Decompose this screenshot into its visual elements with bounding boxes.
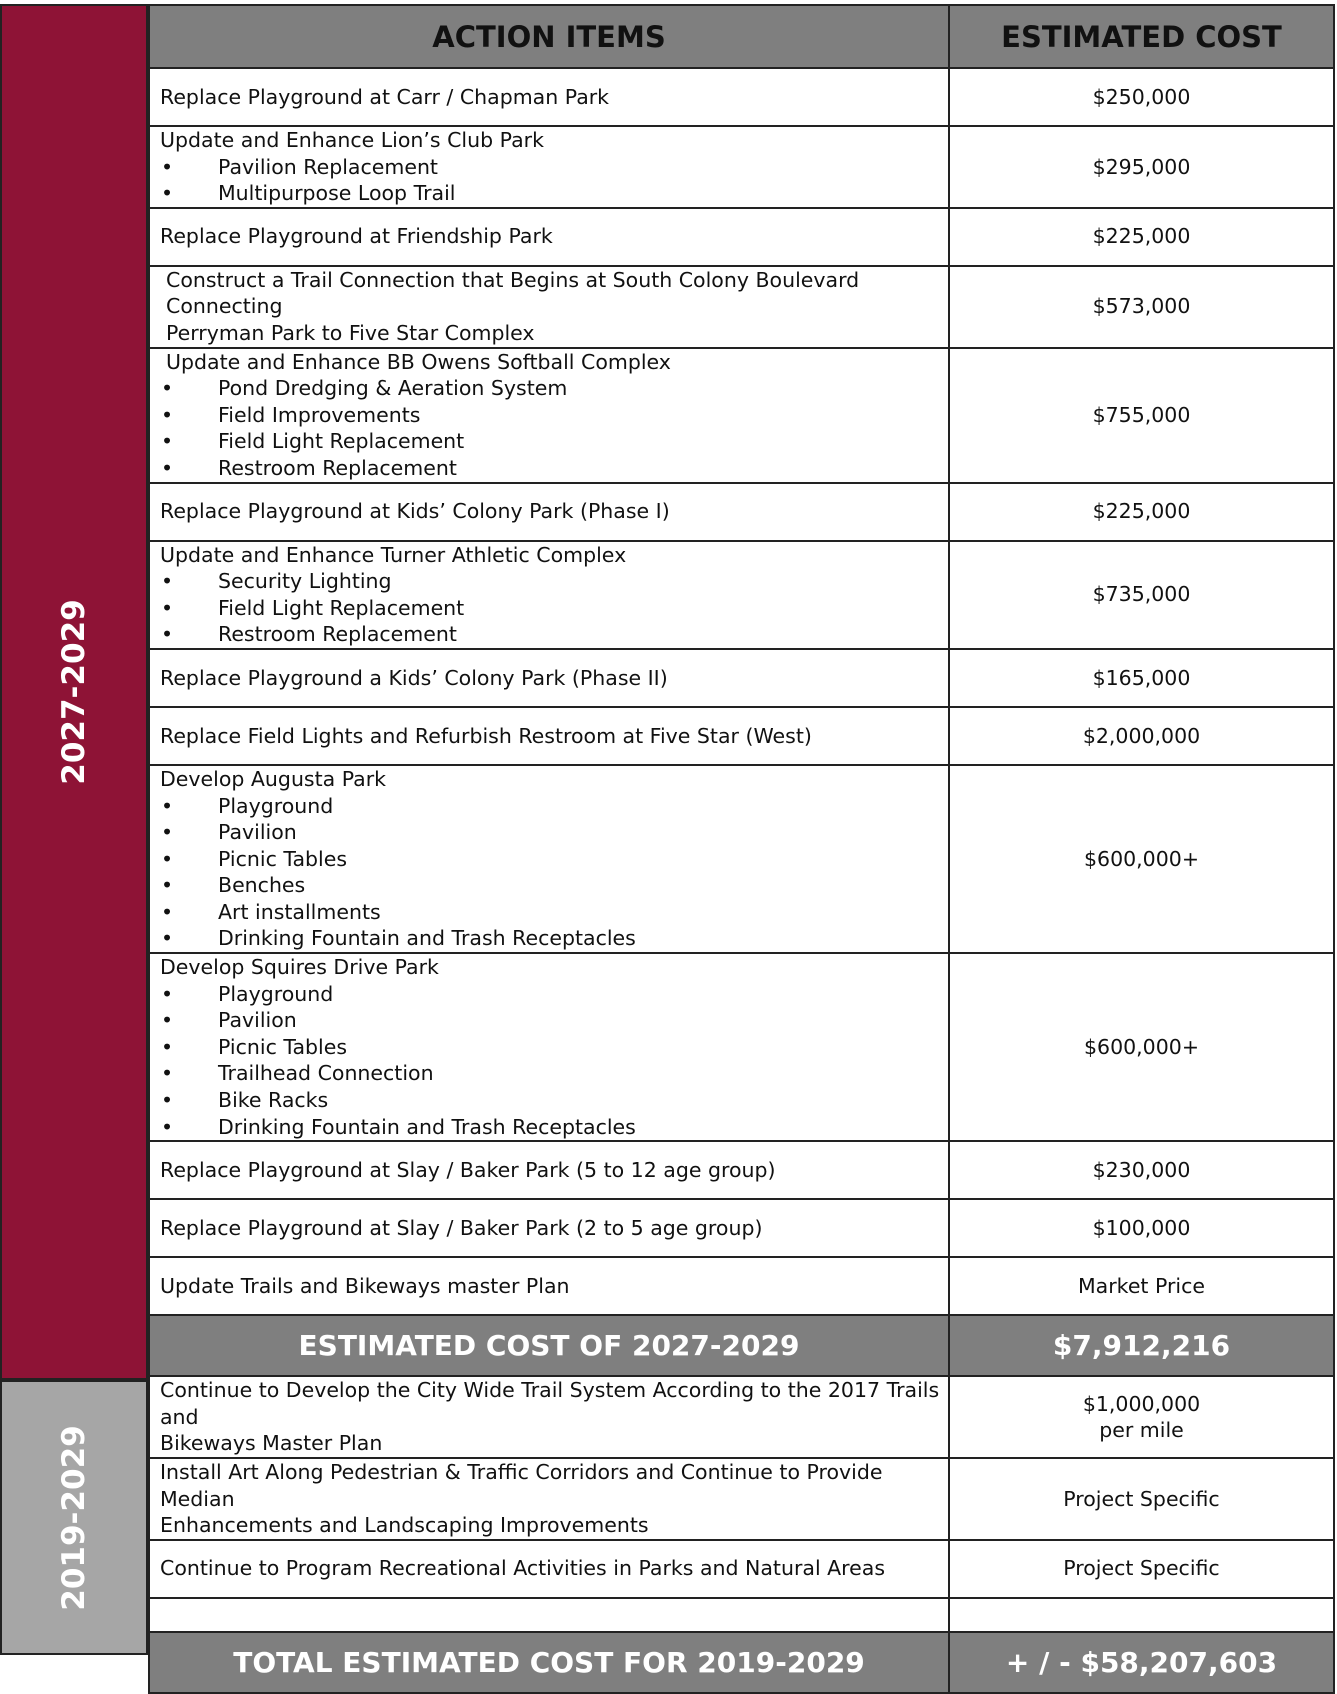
bullet-icon: •	[161, 569, 174, 594]
bullet-icon: •	[161, 846, 174, 871]
table-row	[149, 1598, 1334, 1632]
table-row	[149, 348, 1334, 483]
period-band-2019-2029	[0, 1380, 148, 1655]
bullet-text: Picnic Tables	[218, 846, 348, 871]
table-row	[149, 953, 1334, 1141]
total-label: TOTAL ESTIMATED COST FOR 2019-2029	[149, 1632, 949, 1693]
bullet-text: Pond Dredging & Aeration System	[218, 376, 568, 401]
estimated-cost-value: Project Specific	[1063, 1486, 1220, 1511]
action-item-title: Replace Playground a Kids’ Colony Park (Phase II)	[160, 665, 668, 690]
estimated-cost-cell: $165,000	[949, 649, 1334, 707]
bullet-icon: •	[161, 1034, 174, 1059]
bullet-icon: •	[161, 793, 174, 818]
action-item-cell	[149, 765, 949, 953]
estimated-cost-value: Project Specific	[1063, 1556, 1220, 1581]
bullet-icon: •	[161, 181, 174, 206]
action-item-title: Replace Playground at Friendship Park	[160, 224, 553, 249]
action-item-title: Replace Field Lights and Refurbish Restroom at Five Star (West)	[160, 723, 812, 748]
bullet-text: Field Light Replacement	[218, 595, 465, 620]
action-item-title: Update and Enhance Lion’s Club Park	[160, 128, 544, 152]
bullet-text: Drinking Fountain and Trash Receptacles	[218, 1114, 636, 1139]
bullet-icon: •	[161, 926, 174, 951]
period-label-2027-2029: 2027-2029	[56, 599, 92, 785]
table-row	[149, 541, 1334, 649]
action-item-title: Construct a Trail Connection that Begins at South Colony Boulevard Connecting	[166, 267, 860, 319]
bullet-item	[160, 1007, 942, 1034]
action-item-title: Install Art Along Pedestrian & Traffic Corridors and Continue to Provide Median	[160, 1460, 883, 1511]
bullet-text: Picnic Tables	[218, 1034, 348, 1059]
total-value: + / - $58,207,603	[949, 1632, 1334, 1693]
bullet-icon: •	[161, 455, 174, 480]
action-item-cell	[149, 1376, 949, 1458]
table-row	[149, 208, 1334, 266]
table-row	[149, 126, 1334, 208]
estimated-cost-cell: $755,000	[949, 348, 1334, 483]
action-item-cell	[149, 126, 949, 208]
bullet-icon: •	[161, 820, 174, 845]
action-item-cell	[149, 649, 949, 707]
bullet-item	[160, 154, 942, 181]
action-item-title: Develop Squires Drive Park	[160, 955, 439, 980]
subtotal-label: ESTIMATED COST OF 2027-2029	[149, 1315, 949, 1376]
bullet-icon: •	[161, 899, 174, 924]
estimated-cost-cell: Market Price	[949, 1257, 1334, 1315]
bullet-item	[160, 925, 942, 952]
bullet-text: Drinking Fountain and Trash Receptacles	[218, 926, 636, 951]
table-row	[149, 765, 1334, 953]
action-item-title: Replace Playground at Kids’ Colony Park (Phase I)	[160, 499, 670, 524]
action-item-cell	[149, 1458, 949, 1540]
subtotal-value: $7,912,216	[949, 1315, 1334, 1376]
action-item-title: Update and Enhance BB Owens Softball Complex	[166, 349, 671, 374]
table-header-row	[149, 5, 1334, 68]
total-row	[149, 1632, 1334, 1693]
bullet-item	[160, 402, 942, 429]
table-row	[149, 1257, 1334, 1315]
bullet-icon: •	[161, 1088, 174, 1113]
estimated-cost-cell: $735,000	[949, 541, 1334, 649]
estimated-cost-cell: $600,000+	[949, 765, 1334, 953]
bullet-icon: •	[161, 595, 174, 620]
estimated-cost-cell	[949, 1376, 1334, 1458]
bullet-icon: •	[161, 981, 174, 1006]
action-item-cell	[149, 266, 949, 348]
bullet-text: Playground	[218, 981, 334, 1006]
bullet-text: Field Improvements	[218, 402, 421, 427]
estimated-cost-cell: $2,000,000	[949, 707, 1334, 765]
bullet-item	[160, 819, 942, 846]
period-label-2019-2029: 2019-2029	[56, 1424, 92, 1611]
subtotal-row	[149, 1315, 1334, 1376]
bullet-icon: •	[161, 1061, 174, 1086]
bullet-text: Multipurpose Loop Trail	[218, 181, 456, 206]
action-item-cell	[149, 1540, 949, 1598]
table-row	[149, 1141, 1334, 1199]
bullet-text: Security Lighting	[218, 569, 392, 594]
action-items-header: ACTION ITEMS	[149, 5, 949, 68]
bullet-icon: •	[161, 154, 174, 179]
action-item-title: Continue to Develop the City Wide Trail System According to the 2017 Trails and	[160, 1378, 940, 1429]
bullet-item	[160, 375, 942, 402]
bullet-item	[160, 595, 942, 622]
action-item-cell	[149, 208, 949, 266]
action-item-title: Replace Playground at Carr / Chapman Park	[160, 84, 610, 109]
bullet-item	[160, 180, 942, 207]
bullet-icon: •	[161, 622, 174, 647]
bullet-text: Restroom Replacement	[218, 455, 457, 480]
estimated-cost-unit: per mile	[1099, 1418, 1184, 1443]
bullet-text: Pavilion	[218, 1008, 297, 1033]
bullet-text: Pavilion	[218, 820, 297, 845]
bullet-text: Bike Racks	[218, 1088, 329, 1113]
action-item-cell	[149, 541, 949, 649]
table-row	[149, 1376, 1334, 1458]
bullet-text: Art installments	[218, 899, 381, 924]
bullet-item	[160, 428, 942, 455]
bullet-icon: •	[161, 402, 174, 427]
action-item-cell	[149, 68, 949, 126]
action-item-cell	[149, 483, 949, 541]
period-band-2027-2029	[0, 4, 148, 1380]
estimated-cost-cell: $100,000	[949, 1199, 1334, 1257]
action-item-cell	[149, 1141, 949, 1199]
table-row	[149, 266, 1334, 348]
action-item-cell	[149, 1257, 949, 1315]
bullet-icon: •	[161, 873, 174, 898]
bullet-item	[160, 872, 942, 899]
table-row	[149, 707, 1334, 765]
action-item-cell	[149, 707, 949, 765]
bullet-item	[160, 455, 942, 482]
bullet-text: Restroom Replacement	[218, 622, 457, 647]
bullet-item	[160, 981, 942, 1008]
cost-table	[148, 4, 1335, 1694]
bullet-icon: •	[161, 429, 174, 454]
estimated-cost-cell: $295,000	[949, 126, 1334, 208]
estimated-cost-value: $1,000,000	[1082, 1391, 1201, 1416]
action-item-cell	[149, 953, 949, 1141]
table-row	[149, 649, 1334, 707]
estimated-cost-cell	[949, 1458, 1334, 1540]
estimated-cost-cell: $230,000	[949, 1141, 1334, 1199]
table-row	[149, 1540, 1334, 1598]
table-row	[149, 68, 1334, 126]
bullet-item	[160, 899, 942, 926]
estimated-cost-cell: $573,000	[949, 266, 1334, 348]
bullet-text: Field Light Replacement	[218, 429, 465, 454]
bullet-text: Trailhead Connection	[218, 1061, 434, 1086]
bullet-icon: •	[161, 376, 174, 401]
bullet-text: Playground	[218, 793, 334, 818]
action-item-title: Continue to Program Recreational Activities in Parks and Natural Areas	[160, 1556, 886, 1581]
bullet-icon: •	[161, 1114, 174, 1139]
bullet-item	[160, 1114, 942, 1141]
estimated-cost-cell	[949, 1540, 1334, 1598]
action-item-cell	[149, 1598, 949, 1632]
action-item-title: Update and Enhance Turner Athletic Complex	[160, 542, 627, 567]
table-row	[149, 1458, 1334, 1540]
table-row	[149, 483, 1334, 541]
bullet-item	[160, 568, 942, 595]
bullet-icon: •	[161, 1008, 174, 1033]
bullet-item	[160, 1087, 942, 1114]
bullet-item	[160, 846, 942, 873]
action-item-title: Update Trails and Bikeways master Plan	[160, 1273, 570, 1298]
estimated-cost-cell: $250,000	[949, 68, 1334, 126]
estimated-cost-cell: $225,000	[949, 208, 1334, 266]
estimated-cost-cell: $225,000	[949, 483, 1334, 541]
action-item-title: Replace Playground at Slay / Baker Park (2 to 5 age group)	[160, 1215, 763, 1240]
action-item-title: Develop Augusta Park	[160, 766, 387, 791]
action-item-title-cont: Bikeways Master Plan	[160, 1431, 383, 1456]
bullet-item	[160, 621, 942, 648]
estimated-cost-cell	[949, 1598, 1334, 1632]
estimated-cost-cell: $600,000+	[949, 953, 1334, 1141]
bullet-item	[160, 1034, 942, 1061]
action-item-cell	[149, 1199, 949, 1257]
bullet-item	[160, 1060, 942, 1087]
bullet-text: Benches	[218, 873, 306, 898]
action-item-title-cont: Enhancements and Landscaping Improvements	[160, 1513, 649, 1538]
estimated-cost-header: ESTIMATED COST	[949, 5, 1334, 68]
action-item-cell	[149, 348, 949, 483]
table-row	[149, 1199, 1334, 1257]
action-item-title: Replace Playground at Slay / Baker Park (5 to 12 age group)	[160, 1157, 776, 1182]
action-item-title-cont: Perryman Park to Five Star Complex	[166, 320, 535, 345]
bullet-text: Pavilion Replacement	[218, 154, 438, 179]
bullet-item	[160, 793, 942, 820]
